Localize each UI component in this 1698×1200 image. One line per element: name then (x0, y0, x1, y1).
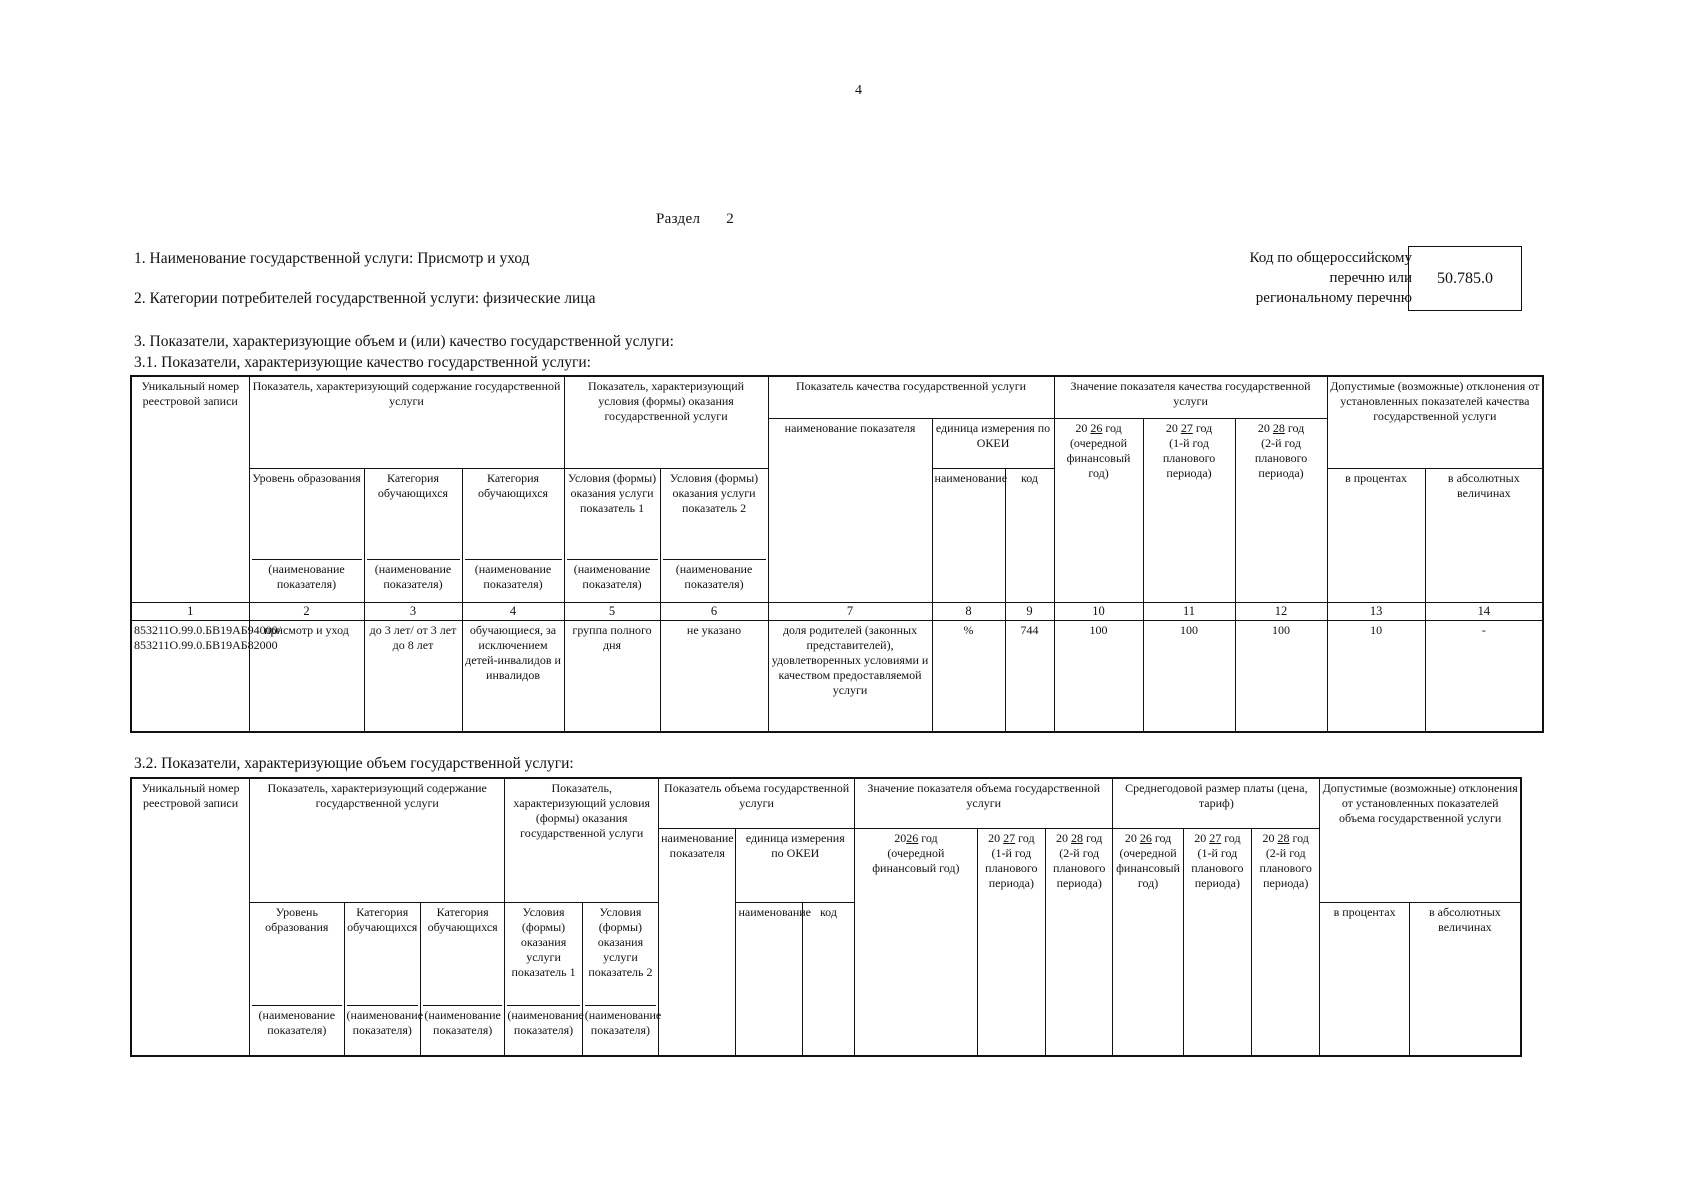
column-number: 4 (462, 602, 564, 620)
service-code-box (1408, 246, 1522, 311)
code-label-line: Код по общероссийскому (1249, 250, 1412, 266)
section-heading (656, 211, 734, 228)
cell-indicator-name: доля родителей (законных представителей), удовлетворенных условиями и качеством предоставляемой услуги (768, 620, 932, 732)
volume-title: 3.2. Показатели, характеризующие объем государственной услуги: (134, 755, 574, 772)
code-label-line: перечню или (1329, 270, 1412, 286)
column-number: 14 (1425, 602, 1543, 620)
cell-unit-name: % (932, 620, 1005, 732)
deviation-absolute-header: в абсолютных величинах (1409, 902, 1521, 1056)
col-price-year3-header: 20 28 год (2-й год планового периода) (1252, 828, 1320, 1056)
col-price-year1-header: 20 26 год (очередной финансовый год) (1113, 828, 1183, 1056)
sub-category2-header: Категория обучающихся (наименование показателя) (420, 902, 504, 1056)
column-number: 5 (564, 602, 660, 620)
cell-value-year2: 100 (1143, 620, 1235, 732)
column-number: 7 (768, 602, 932, 620)
sub-condition2-header: Условия (формы) оказания услуги показатель 2 (наименование показателя) (582, 902, 658, 1056)
sub-category1-header: Категория обучающихся (наименование показателя) (344, 902, 420, 1056)
cell-deviation-percent: 10 (1327, 620, 1425, 732)
column-number: 6 (660, 602, 768, 620)
column-number: 1 (131, 602, 249, 620)
quality-table (130, 375, 1544, 733)
deviation-percent-header: в процентах (1327, 468, 1425, 602)
col-deviation-header: Допустимые (возможные) отклонения от установленных показателей качества государственной услуги (1327, 376, 1543, 468)
unit-code-header: код (1005, 468, 1054, 602)
column-number: 8 (932, 602, 1005, 620)
column-number: 10 (1054, 602, 1143, 620)
col-content-header: Показатель, характеризующий содержание государственной услуги (250, 778, 505, 902)
column-number: 12 (1235, 602, 1327, 620)
quality-title: 3.1. Показатели, характеризующие качество государственной услуги: (134, 354, 591, 371)
unit-code-header: код (802, 902, 854, 1056)
cell-category2: обучающиеся, за исключением детей-инвалидов и инвалидов (462, 620, 564, 732)
code-label-line: региональному перечню (1255, 290, 1412, 306)
cell-level: присмотр и уход (249, 620, 364, 732)
col-quality-indicator-header: Показатель качества государственной услуги (768, 376, 1054, 418)
column-number: 11 (1143, 602, 1235, 620)
volume-table (130, 777, 1522, 1057)
col-indicator-name-header: наименование показателя (659, 828, 736, 1056)
page-number: 4 (855, 83, 862, 98)
column-number-row (131, 602, 1543, 620)
cell-deviation-absolute: - (1425, 620, 1543, 732)
cell-condition1: группа полного дня (564, 620, 660, 732)
col-price-header: Среднегодовой размер платы (цена, тариф) (1113, 778, 1320, 828)
sub-condition1-header: Условия (формы) оказания услуги показатель 1 (наименование показателя) (564, 468, 660, 602)
section-label: Раздел (656, 211, 701, 227)
col-value-year3-header: 20 28 год (2-й год планового периода) (1046, 828, 1113, 1056)
col-volume-value-header: Значение показателя объема государственной услуги (855, 778, 1113, 828)
col-content-header: Показатель, характеризующий содержание государственной услуги (249, 376, 564, 468)
col-volume-indicator-header: Показатель объема государственной услуги (659, 778, 855, 828)
consumer-category: 2. Категории потребителей государственной услуги: физические лица (134, 290, 596, 307)
column-number: 13 (1327, 602, 1425, 620)
cell-unique-number: 853211О.99.0.БВ19АБ94000/ 853211О.99.0.БВ19АБ82000 (131, 620, 249, 732)
cell-condition2: не указано (660, 620, 768, 732)
col-year1-header: 20 26 год (очередной финансовый год) (1054, 418, 1143, 602)
indicators-title: 3. Показатели, характеризующие объем и (или) качество государственной услуги: (134, 333, 674, 350)
col-unit-header: единица измерения по ОКЕИ (736, 828, 855, 902)
col-indicator-name-header: наименование показателя (768, 418, 932, 602)
col-value-year2-header: 20 27 год (1-й год планового периода) (977, 828, 1045, 1056)
sub-category2-header: Категория обучающихся (наименование показателя) (462, 468, 564, 602)
column-number: 2 (249, 602, 364, 620)
deviation-absolute-header: в абсолютных величинах (1425, 468, 1543, 602)
col-year2-header: 20 27 год (1-й год планового периода) (1143, 418, 1235, 602)
column-number: 3 (364, 602, 462, 620)
col-year3-header: 20 28 год (2-й год планового периода) (1235, 418, 1327, 602)
col-value-year1-header: 2026 год (очередной финансовый год) (855, 828, 978, 1056)
code-label (1250, 248, 1412, 308)
col-conditions-header: Показатель, характеризующий условия (формы) оказания государственной услуги (564, 376, 768, 468)
col-value-header: Значение показателя качества государственной услуги (1054, 376, 1327, 418)
unit-name-header: наименование (736, 902, 802, 1056)
col-deviation-header: Допустимые (возможные) отклонения от установленных показателей объема государственной услуги (1320, 778, 1521, 828)
cell-unit-code: 744 (1005, 620, 1054, 732)
sub-condition2-header: Условия (формы) оказания услуги показатель 2 (наименование показателя) (660, 468, 768, 602)
sub-category1-header: Категория обучающихся (наименование показателя) (364, 468, 462, 602)
column-number: 9 (1005, 602, 1054, 620)
cell-value-year3: 100 (1235, 620, 1327, 732)
col-unique-number-header: Уникальный номер реестровой записи (131, 778, 250, 1056)
col-unique-number-header: Уникальный номер реестровой записи (131, 376, 249, 602)
col-unit-header: единица измерения по ОКЕИ (932, 418, 1054, 468)
service-name: 1. Наименование государственной услуги: Присмотр и уход (134, 250, 530, 267)
cell-value-year1: 100 (1054, 620, 1143, 732)
col-conditions-header: Показатель, характеризующий условия (формы) оказания государственной услуги (505, 778, 659, 902)
col-price-year2-header: 20 27 год (1-й год планового периода) (1183, 828, 1251, 1056)
cell-category1: до 3 лет/ от 3 лет до 8 лет (364, 620, 462, 732)
deviation-percent-header: в процентах (1320, 902, 1409, 1056)
unit-name-header: наименование (932, 468, 1005, 602)
sub-level-header: Уровень образования (наименование показателя) (250, 902, 344, 1056)
section-number: 2 (726, 211, 735, 227)
table-row (131, 620, 1543, 732)
sub-level-header: Уровень образования (наименование показателя) (249, 468, 364, 602)
sub-condition1-header: Условия (формы) оказания услуги показатель 1 (наименование показателя) (505, 902, 582, 1056)
service-code-value: 50.785.0 (1437, 269, 1493, 287)
